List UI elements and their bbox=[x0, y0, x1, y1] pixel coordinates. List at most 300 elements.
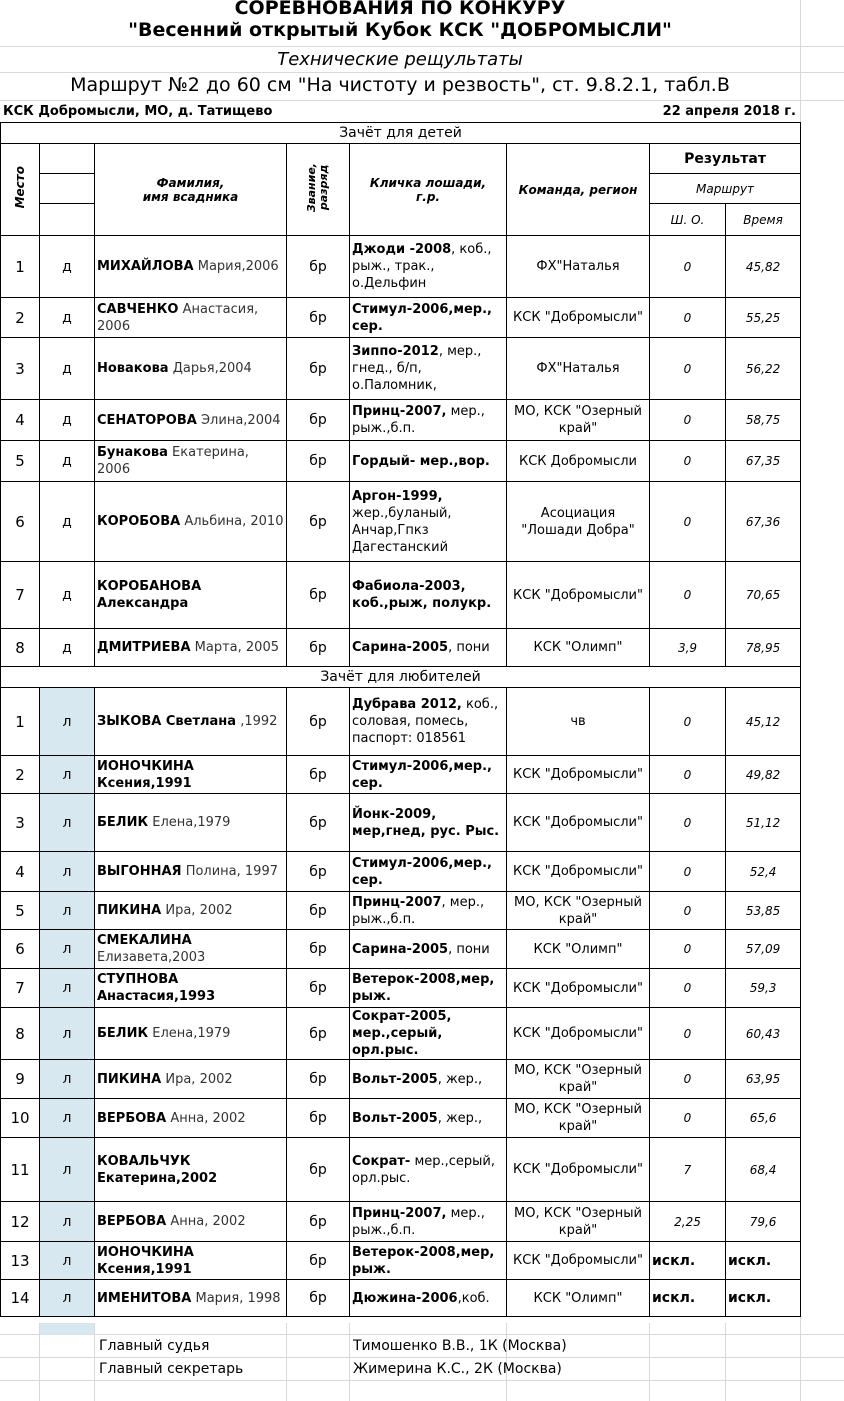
secretary-name: Жимерина К.С., 2К (Москва) bbox=[353, 1361, 562, 1377]
table-row bbox=[1, 794, 801, 852]
place-cell: 5 bbox=[1, 892, 40, 930]
rider-cell bbox=[95, 562, 287, 629]
team-cell: Асоциация "Лошади Добра" bbox=[507, 482, 650, 562]
table-row bbox=[1, 1202, 801, 1242]
penalty-cell: 3,9 bbox=[650, 629, 726, 667]
rider-surname: СМЕКАЛИНА bbox=[97, 933, 192, 948]
place-cell: 2 bbox=[1, 298, 40, 338]
place-cell: 3 bbox=[1, 338, 40, 400]
rank-cell: бр bbox=[287, 1138, 350, 1202]
category-cell: д bbox=[40, 562, 95, 629]
rider-surname: КОРОБОВА bbox=[97, 514, 181, 529]
team-cell: КСК "Добромысли" bbox=[507, 794, 650, 852]
horse-details: , коб., рыж., трак., о.Дельфин bbox=[352, 242, 492, 291]
category-cell: д bbox=[40, 400, 95, 441]
rider-surname: КОРОБАНОВА Александра bbox=[97, 579, 202, 611]
rider-given: Анна, 2002 bbox=[170, 1214, 246, 1229]
horse-cell bbox=[350, 756, 507, 794]
rank-cell: бр bbox=[287, 298, 350, 338]
penalty-cell: 0 bbox=[650, 1060, 726, 1099]
team-cell: КСК "Добромысли" bbox=[507, 562, 650, 629]
penalty-cell: 0 bbox=[650, 400, 726, 441]
rider-surname: ИМЕНИТОВА bbox=[97, 1290, 192, 1306]
time-cell: 78,95 bbox=[726, 629, 801, 667]
horse-name: Ветерок-2008,мер, рыж. bbox=[352, 972, 495, 1004]
time-cell: 51,12 bbox=[726, 794, 801, 852]
table-row bbox=[1, 236, 801, 298]
rider-given: Елизавета,2003 bbox=[97, 950, 206, 965]
gridline bbox=[349, 1323, 350, 1401]
team-cell: КСК "Добромысли" bbox=[507, 1242, 650, 1280]
horse-cell bbox=[350, 236, 507, 298]
category-cell: л bbox=[40, 852, 95, 892]
rank-cell: бр bbox=[287, 441, 350, 482]
secretary-label: Главный секретарь bbox=[99, 1361, 244, 1377]
category-cell: л bbox=[40, 688, 95, 756]
time-cell: 67,35 bbox=[726, 441, 801, 482]
results-table bbox=[0, 122, 801, 1317]
table-row bbox=[1, 969, 801, 1008]
horse-cell bbox=[350, 852, 507, 892]
table-row bbox=[1, 482, 801, 562]
horse-cell bbox=[350, 688, 507, 756]
time-cell: 68,4 bbox=[726, 1138, 801, 1202]
table-row bbox=[1, 892, 801, 930]
team-cell: КСК "Добромысли" bbox=[507, 1008, 650, 1060]
penalty-cell: искл. bbox=[650, 1242, 726, 1280]
time-cell: 49,82 bbox=[726, 756, 801, 794]
place-cell: 6 bbox=[1, 930, 40, 969]
rider-surname: БЕЛИК bbox=[97, 1026, 149, 1041]
horse-name: Вольт-2005 bbox=[352, 1110, 438, 1126]
place-cell: 11 bbox=[1, 1138, 40, 1202]
horse-cell bbox=[350, 892, 507, 930]
horse-details: мер.,серый, орл.рыс. bbox=[352, 1153, 496, 1186]
rider-cell bbox=[95, 688, 287, 756]
place-cell: 7 bbox=[1, 562, 40, 629]
horse-cell bbox=[350, 1008, 507, 1060]
rider-given: Елена,1979 bbox=[152, 1026, 231, 1041]
rider-surname: МИХАЙЛОВА bbox=[97, 259, 194, 274]
gridline bbox=[0, 46, 844, 47]
team-cell: чв bbox=[507, 688, 650, 756]
horse-cell bbox=[350, 1202, 507, 1242]
category-cell: л bbox=[40, 1202, 95, 1242]
venue: КСК Добромысли, МО, д. Татищево bbox=[3, 104, 273, 119]
table-row bbox=[1, 400, 801, 441]
place-cell: 3 bbox=[1, 794, 40, 852]
table-row bbox=[1, 1138, 801, 1202]
horse-name: Ветерок-2008,мер, рыж. bbox=[352, 1244, 495, 1277]
rider-surname: Бунакова bbox=[97, 445, 168, 460]
header-rider: Фамилия, имя всадника bbox=[95, 144, 287, 236]
gridline bbox=[0, 1357, 844, 1358]
rider-cell bbox=[95, 1242, 287, 1280]
penalty-cell: 0 bbox=[650, 562, 726, 629]
table-row bbox=[1, 852, 801, 892]
gridline bbox=[0, 1380, 844, 1381]
table-row bbox=[1, 338, 801, 400]
rank-cell: бр bbox=[287, 1280, 350, 1317]
rider-surname: ВЕРБОВА bbox=[97, 1110, 167, 1126]
rider-cell bbox=[95, 1008, 287, 1060]
group-title: Зачёт для детей bbox=[1, 123, 801, 144]
horse-name: Принц-2007, bbox=[352, 404, 447, 419]
place-cell: 1 bbox=[1, 236, 40, 298]
table-row bbox=[1, 1242, 801, 1280]
time-cell: 56,22 bbox=[726, 338, 801, 400]
gridline bbox=[94, 1323, 95, 1401]
horse-cell bbox=[350, 441, 507, 482]
rider-given: Екатерина, 2006 bbox=[97, 445, 249, 477]
category-cell: л bbox=[40, 1242, 95, 1280]
horse-name: Аргон-1999, bbox=[352, 488, 443, 504]
gridline bbox=[0, 72, 844, 73]
horse-name: Вольт-2005 bbox=[352, 1071, 438, 1087]
team-cell: ФХ"Наталья bbox=[507, 236, 650, 298]
penalty-cell: 0 bbox=[650, 441, 726, 482]
horse-details: , пони bbox=[448, 640, 490, 655]
table-row bbox=[1, 1280, 801, 1317]
penalty-cell: 7 bbox=[650, 1138, 726, 1202]
group-row bbox=[1, 123, 801, 144]
category-cell: д bbox=[40, 482, 95, 562]
rider-surname: ВЫГОННАЯ bbox=[97, 864, 182, 879]
time-cell: искл. bbox=[726, 1280, 801, 1317]
penalty-cell: 0 bbox=[650, 794, 726, 852]
penalty-cell: 0 bbox=[650, 482, 726, 562]
place-cell: 10 bbox=[1, 1099, 40, 1138]
time-cell: 70,65 bbox=[726, 562, 801, 629]
rider-cell bbox=[95, 930, 287, 969]
category-cell: д bbox=[40, 236, 95, 298]
rider-cell bbox=[95, 794, 287, 852]
rider-given: Анна, 2002 bbox=[170, 1110, 246, 1126]
place-cell: 13 bbox=[1, 1242, 40, 1280]
category-cell: д bbox=[40, 338, 95, 400]
rider-given: Полина, 1997 bbox=[185, 864, 278, 879]
team-cell: МО, КСК "Озерный край" bbox=[507, 1202, 650, 1242]
rider-cell bbox=[95, 1280, 287, 1317]
rider-given: Анастасия, 2006 bbox=[97, 301, 259, 334]
rider-surname: ИОНОЧКИНА Ксения,1991 bbox=[97, 1244, 194, 1277]
column-header-row bbox=[1, 144, 801, 174]
rider-cell bbox=[95, 400, 287, 441]
header-blank bbox=[40, 204, 95, 236]
category-cell: л bbox=[40, 1008, 95, 1060]
place-cell: 5 bbox=[1, 441, 40, 482]
rider-cell bbox=[95, 441, 287, 482]
rider-surname: ПИКИНА bbox=[97, 1071, 162, 1087]
horse-name: Принц-2007 bbox=[352, 894, 442, 910]
rank-cell: бр bbox=[287, 400, 350, 441]
rider-given: Дарья,2004 bbox=[172, 361, 252, 376]
penalty-cell: 0 bbox=[650, 969, 726, 1008]
penalty-cell: 0 bbox=[650, 852, 726, 892]
category-cell: л bbox=[40, 1138, 95, 1202]
horse-details: коб., соловая, помесь, паспорт: 018561 bbox=[352, 697, 499, 746]
penalty-cell: 0 bbox=[650, 298, 726, 338]
header-place bbox=[1, 144, 40, 236]
cup-title: "Весенний открытый Кубок КСК "ДОБРОМЫСЛИ" bbox=[128, 19, 672, 41]
horse-cell bbox=[350, 298, 507, 338]
rider-surname: КОВАЛЬЧУК Екатерина,2002 bbox=[97, 1153, 218, 1186]
horse-cell bbox=[350, 1280, 507, 1317]
table-row bbox=[1, 298, 801, 338]
team-cell: КСК "Добромысли" bbox=[507, 852, 650, 892]
place-cell: 2 bbox=[1, 756, 40, 794]
rider-surname: ИОНОЧКИНА Ксения,1991 bbox=[97, 758, 194, 791]
team-cell: МО, КСК "Озерный край" bbox=[507, 400, 650, 441]
header-blank bbox=[40, 174, 95, 204]
horse-details: , мер., гнед., б/п, о.Паломник, bbox=[352, 344, 482, 393]
penalty-cell: 0 bbox=[650, 338, 726, 400]
horse-name: Принц-2007, bbox=[352, 1205, 447, 1221]
rank-cell: бр bbox=[287, 688, 350, 756]
table-row bbox=[1, 1008, 801, 1060]
rider-cell bbox=[95, 298, 287, 338]
horse-cell bbox=[350, 1099, 507, 1138]
category-cell: л bbox=[40, 1060, 95, 1099]
table-row bbox=[1, 441, 801, 482]
group-row bbox=[1, 667, 801, 688]
horse-name: Йонк-2009, мер,гнед, рус. Рыс. bbox=[352, 806, 500, 839]
rank-cell: бр bbox=[287, 236, 350, 298]
results-subtitle: Технические рещультаты bbox=[277, 49, 523, 70]
table-row bbox=[1, 688, 801, 756]
header-team: Команда, регион bbox=[507, 144, 650, 236]
team-cell: КСК "Добромысли" bbox=[507, 298, 650, 338]
place-cell: 8 bbox=[1, 629, 40, 667]
horse-details: , жер., bbox=[437, 1071, 483, 1087]
place-cell: 1 bbox=[1, 688, 40, 756]
time-cell: искл. bbox=[726, 1242, 801, 1280]
rider-surname: САВЧЕНКО bbox=[97, 301, 179, 317]
horse-details: жер.,буланый, Анчар,Гпкз Дагестанский bbox=[352, 505, 452, 555]
rank-cell: бр bbox=[287, 852, 350, 892]
rank-cell: бр bbox=[287, 1008, 350, 1060]
penalty-cell: 0 bbox=[650, 236, 726, 298]
team-cell: КСК "Олимп" bbox=[507, 930, 650, 969]
penalty-cell: 0 bbox=[650, 1099, 726, 1138]
category-cell: л bbox=[40, 756, 95, 794]
rider-cell bbox=[95, 1060, 287, 1099]
horse-cell bbox=[350, 629, 507, 667]
horse-cell bbox=[350, 794, 507, 852]
rank-cell: бр bbox=[287, 1060, 350, 1099]
horse-cell bbox=[350, 1138, 507, 1202]
penalty-cell: 0 bbox=[650, 756, 726, 794]
rider-cell bbox=[95, 756, 287, 794]
header-place-label: Место bbox=[12, 166, 27, 209]
rider-surname: БЕЛИК bbox=[97, 815, 149, 830]
time-cell: 67,36 bbox=[726, 482, 801, 562]
rider-surname: ДМИТРИЕВА bbox=[97, 640, 191, 655]
rider-given: Элина,2004 bbox=[200, 412, 281, 428]
horse-cell bbox=[350, 562, 507, 629]
table-row bbox=[1, 1099, 801, 1138]
header-time: Время bbox=[726, 204, 801, 236]
rider-given: ,1992 bbox=[240, 714, 278, 729]
horse-details: мер., рыж.,б.п. bbox=[352, 404, 485, 436]
table-row bbox=[1, 1060, 801, 1099]
category-cell: д bbox=[40, 441, 95, 482]
horse-cell bbox=[350, 482, 507, 562]
rider-given: Мария,2006 bbox=[197, 259, 279, 274]
table-row bbox=[1, 562, 801, 629]
rank-cell: бр bbox=[287, 930, 350, 969]
horse-name: Сократ-2005, мер.,серый, орл.рыс. bbox=[352, 1009, 452, 1058]
horse-name: Сарина-2005 bbox=[352, 941, 449, 957]
category-cell: д bbox=[40, 629, 95, 667]
rider-cell bbox=[95, 1138, 287, 1202]
horse-cell bbox=[350, 1060, 507, 1099]
category-cell: л bbox=[40, 1099, 95, 1138]
time-cell: 63,95 bbox=[726, 1060, 801, 1099]
time-cell: 53,85 bbox=[726, 892, 801, 930]
gridline bbox=[286, 1323, 287, 1401]
horse-cell bbox=[350, 1242, 507, 1280]
rider-given: Мария, 1998 bbox=[195, 1290, 281, 1306]
header-result: Результат bbox=[650, 144, 801, 174]
team-cell: КСК "Олимп" bbox=[507, 1280, 650, 1317]
rider-surname: Новакова bbox=[97, 361, 169, 376]
time-cell: 65,6 bbox=[726, 1099, 801, 1138]
rider-cell bbox=[95, 629, 287, 667]
horse-cell bbox=[350, 400, 507, 441]
penalty-cell: 2,25 bbox=[650, 1202, 726, 1242]
time-cell: 45,82 bbox=[726, 236, 801, 298]
group-title: Зачёт для любителей bbox=[1, 667, 801, 688]
place-cell: 7 bbox=[1, 969, 40, 1008]
horse-name: Гордый- мер.,вор. bbox=[352, 453, 490, 469]
team-cell: КСК "Олимп" bbox=[507, 629, 650, 667]
rank-cell: бр bbox=[287, 1202, 350, 1242]
gridline bbox=[725, 1323, 726, 1401]
rider-surname: ВЕРБОВА bbox=[97, 1214, 167, 1229]
place-cell: 14 bbox=[1, 1280, 40, 1317]
event-date: 22 апреля 2018 г. bbox=[662, 104, 796, 119]
horse-name: Зиппо-2012 bbox=[352, 344, 439, 359]
horse-name: Стимул-2006,мер., сер. bbox=[352, 301, 492, 334]
rider-cell bbox=[95, 852, 287, 892]
time-cell: 59,3 bbox=[726, 969, 801, 1008]
penalty-cell: 0 bbox=[650, 892, 726, 930]
category-cell: л bbox=[40, 1280, 95, 1317]
competition-title: СОРЕВНОВАНИЯ ПО КОНКУРУ bbox=[234, 0, 566, 19]
header-rank bbox=[287, 144, 350, 236]
team-cell: КСК "Добромысли" bbox=[507, 1138, 650, 1202]
place-cell: 12 bbox=[1, 1202, 40, 1242]
rider-given: Альбина, 2010 bbox=[184, 514, 284, 529]
rider-cell bbox=[95, 482, 287, 562]
rank-cell: бр bbox=[287, 629, 350, 667]
horse-name: Стимул-2006,мер., сер. bbox=[352, 758, 492, 791]
place-cell: 8 bbox=[1, 1008, 40, 1060]
rank-cell: бр bbox=[287, 1099, 350, 1138]
place-cell: 9 bbox=[1, 1060, 40, 1099]
table-row bbox=[1, 629, 801, 667]
time-cell: 79,6 bbox=[726, 1202, 801, 1242]
rank-cell: бр bbox=[287, 1242, 350, 1280]
horse-details: , жер., bbox=[437, 1110, 483, 1126]
team-cell: МО, КСК "Озерный край" bbox=[507, 1099, 650, 1138]
header-penalty: Ш. О. bbox=[650, 204, 726, 236]
team-cell: КСК "Добромысли" bbox=[507, 756, 650, 794]
rider-surname: СТУПНОВА Анастасия,1993 bbox=[97, 972, 216, 1004]
horse-details: , мер., рыж.,б.п. bbox=[352, 894, 485, 927]
penalty-cell: 0 bbox=[650, 1008, 726, 1060]
horse-name: Сарина-2005 bbox=[352, 640, 449, 655]
time-cell: 60,43 bbox=[726, 1008, 801, 1060]
rider-given: Ира, 2002 bbox=[165, 1071, 233, 1087]
header-route: Маршрут bbox=[650, 174, 801, 204]
time-cell: 55,25 bbox=[726, 298, 801, 338]
horse-name: Дубрава 2012, bbox=[352, 697, 462, 712]
rider-surname: ЗЫКОВА Светлана bbox=[97, 714, 237, 729]
rank-cell: бр bbox=[287, 969, 350, 1008]
horse-name: Сократ- bbox=[352, 1153, 411, 1169]
rank-cell: бр bbox=[287, 794, 350, 852]
rider-given: Елена,1979 bbox=[152, 815, 231, 830]
penalty-cell: 0 bbox=[650, 930, 726, 969]
rider-given: Марта, 2005 bbox=[194, 640, 279, 655]
rider-given: Ира, 2002 bbox=[165, 903, 233, 918]
rider-cell bbox=[95, 892, 287, 930]
rider-cell bbox=[95, 338, 287, 400]
team-cell: ФХ"Наталья bbox=[507, 338, 650, 400]
horse-details: мер., рыж.,б.п. bbox=[352, 1205, 485, 1238]
rider-cell bbox=[95, 1099, 287, 1138]
place-cell: 6 bbox=[1, 482, 40, 562]
category-column-shade bbox=[40, 1323, 94, 1335]
horse-name: Стимул-2006,мер., сер. bbox=[352, 855, 492, 888]
team-cell: КСК "Добромысли" bbox=[507, 969, 650, 1008]
gridline bbox=[0, 1334, 844, 1335]
time-cell: 45,12 bbox=[726, 688, 801, 756]
team-cell: МО, КСК "Озерный край" bbox=[507, 892, 650, 930]
rank-cell: бр bbox=[287, 756, 350, 794]
rider-surname: СЕНАТОРОВА bbox=[97, 412, 197, 428]
judge-label: Главный судья bbox=[99, 1338, 210, 1354]
place-cell: 4 bbox=[1, 852, 40, 892]
place-cell: 4 bbox=[1, 400, 40, 441]
rider-cell bbox=[95, 236, 287, 298]
rank-cell: бр bbox=[287, 482, 350, 562]
table-row bbox=[1, 756, 801, 794]
horse-cell bbox=[350, 930, 507, 969]
time-cell: 52,4 bbox=[726, 852, 801, 892]
team-cell: МО, КСК "Озерный край" bbox=[507, 1060, 650, 1099]
time-cell: 58,75 bbox=[726, 400, 801, 441]
horse-name: Фабиола-2003, коб.,рыж, полукр. bbox=[352, 579, 492, 611]
rider-cell bbox=[95, 969, 287, 1008]
horse-cell bbox=[350, 969, 507, 1008]
gridline bbox=[0, 100, 844, 101]
horse-name: Джоди -2008 bbox=[352, 242, 452, 257]
header-horse: Кличка лошади, г.р. bbox=[350, 144, 507, 236]
category-cell: л bbox=[40, 930, 95, 969]
rider-surname: ПИКИНА bbox=[97, 903, 162, 918]
time-cell: 57,09 bbox=[726, 930, 801, 969]
header-rank-label: Звание, разряд bbox=[305, 162, 330, 213]
horse-details: ,коб. bbox=[457, 1290, 490, 1306]
category-cell: л bbox=[40, 794, 95, 852]
team-cell: КСК Добромысли bbox=[507, 441, 650, 482]
penalty-cell: 0 bbox=[650, 688, 726, 756]
gridline bbox=[649, 1323, 650, 1401]
rank-cell: бр bbox=[287, 562, 350, 629]
